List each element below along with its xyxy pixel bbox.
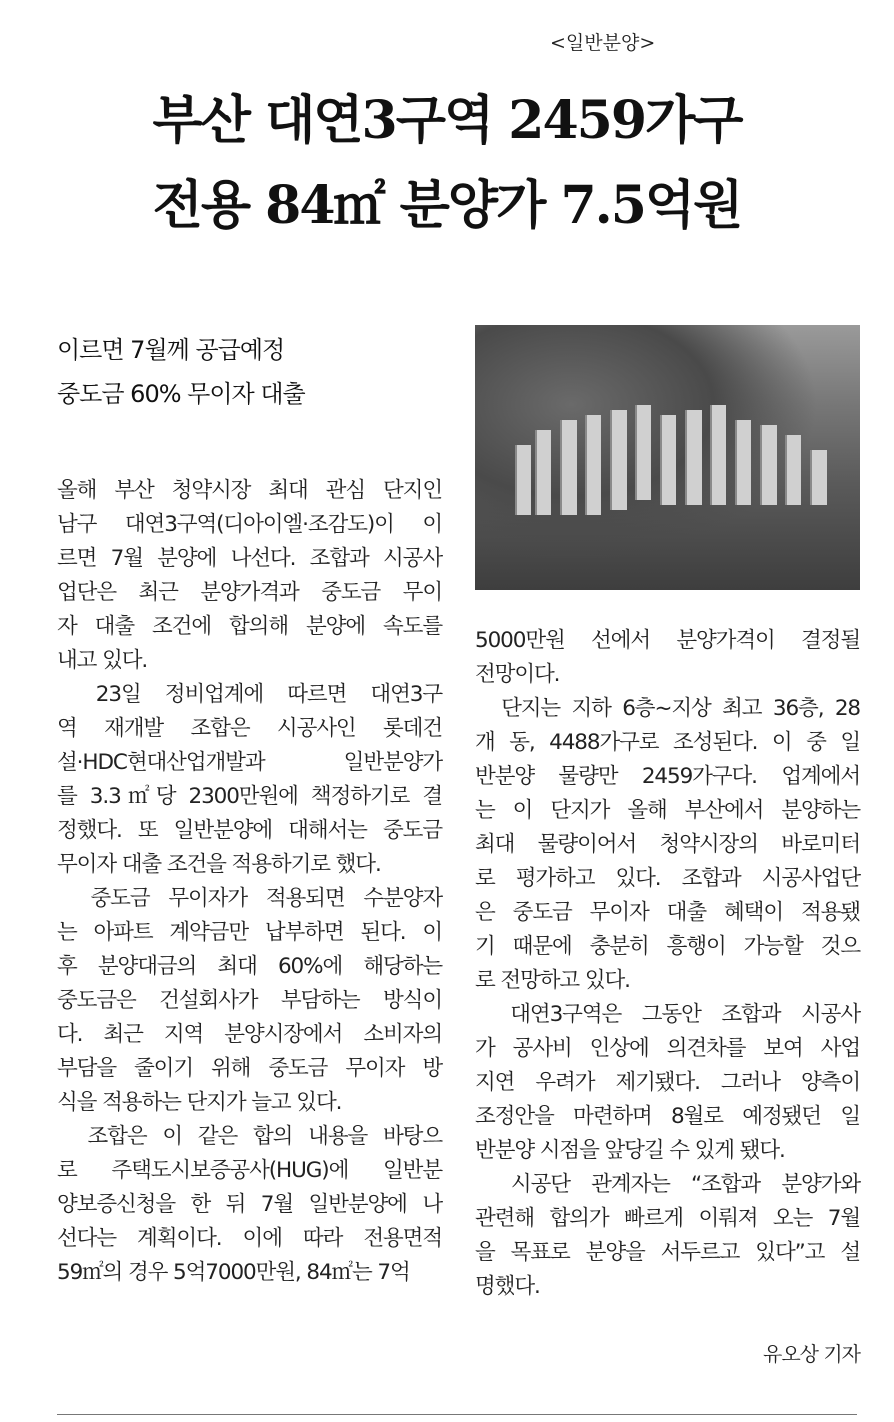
building-shape xyxy=(710,405,726,505)
body-line: 반분양 시점을 앞당길 수 있게 됐다. xyxy=(475,1138,785,1163)
body-line: 을 목표로 분양을 서두르고 있다”고 설 xyxy=(475,1240,860,1265)
headline-line-2: 전용 84㎡ 분양가 7.5억원 xyxy=(152,175,742,236)
body-line: 조정안을 마련하며 8월로 예정됐던 일 xyxy=(475,1104,860,1129)
body-column-right xyxy=(475,624,860,1304)
body-line: 59㎡의 경우 5억7000만원, 84㎡는 7억 xyxy=(57,1260,410,1285)
body-line: 시공단 관계자는 “조합과 분양가와 xyxy=(475,1172,860,1197)
body-line: 를 3.3㎡당 2300만원에 책정하기로 결 xyxy=(57,784,442,809)
body-line: 중도금은 건설회사가 부담하는 방식이 xyxy=(57,988,442,1013)
body-line: 지연 우려가 제기됐다. 그러나 양측이 xyxy=(475,1070,860,1095)
body-line: 개 동, 4488가구로 조성된다. 이 중 일 xyxy=(475,730,860,755)
building-shape xyxy=(785,435,801,505)
byline: 유오상 기자 xyxy=(763,1342,860,1366)
body-line: 23일 정비업계에 따르면 대연3구 xyxy=(57,682,442,707)
body-line: 는 이 단지가 올해 부산에서 분양하는 xyxy=(475,798,860,823)
body-line: 내고 있다. xyxy=(57,648,148,673)
headline-kicker: <일반분양> xyxy=(550,32,656,54)
body-line: 기 때문에 충분히 흥행이 가능할 것으 xyxy=(475,934,860,959)
body-line: 은 중도금 무이자 대출 혜택이 적용됐 xyxy=(475,900,860,925)
body-line: 전망이다. xyxy=(475,662,560,687)
body-line: 자 대출 조건에 합의해 분양에 속도를 xyxy=(57,614,442,639)
building-shape xyxy=(585,415,601,515)
building-shape xyxy=(735,420,751,505)
body-line: 업단은 최근 분양가격과 중도금 무이 xyxy=(57,580,442,605)
body-line: 역 재개발 조합은 시공사인 롯데건 xyxy=(57,716,442,741)
building-shape xyxy=(685,410,702,505)
body-line: 반분양 물량만 2459가구다. 업계에서 xyxy=(475,764,860,789)
body-line: 가 공사비 인상에 의견차를 보여 사업 xyxy=(475,1036,860,1061)
building-shape xyxy=(810,450,827,505)
building-shape xyxy=(610,410,627,510)
body-line: 르면 7월 분양에 나선다. 조합과 시공사 xyxy=(57,546,442,571)
body-line: 로 전망하고 있다. xyxy=(475,968,630,993)
body-line: 조합은 이 같은 합의 내용을 바탕으 xyxy=(57,1124,442,1149)
body-line: 부담을 줄이기 위해 중도금 무이자 방 xyxy=(57,1056,442,1081)
body-line: 로 주택도시보증공사(HUG)에 일반분 xyxy=(57,1158,442,1183)
building-shape xyxy=(760,425,777,505)
article-photo xyxy=(475,325,860,590)
building-shape xyxy=(515,445,531,515)
building-shape xyxy=(635,405,651,500)
body-line: 남구 대연3구역(디아이엘·조감도)이 이 xyxy=(57,512,442,537)
body-line: 는 아파트 계약금만 납부하면 된다. 이 xyxy=(57,920,442,945)
body-line: 관련해 합의가 빠르게 이뤄져 오는 7월 xyxy=(475,1206,860,1231)
subhead-2: 중도금 60% 무이자 대출 xyxy=(57,380,305,408)
headline-line-1: 부산 대연3구역 2459가구 xyxy=(152,90,742,151)
body-line: 다. 최근 지역 분양시장에서 소비자의 xyxy=(57,1022,442,1047)
building-shape xyxy=(535,430,551,515)
subhead-1: 이르면 7월께 공급예정 xyxy=(57,336,285,364)
body-line: 무이자 대출 조건을 적용하기로 했다. xyxy=(57,852,381,877)
body-line: 설·HDC현대산업개발과 일반분양가 xyxy=(57,750,442,775)
building-shape xyxy=(560,420,577,515)
body-column-left xyxy=(57,474,442,1290)
body-line: 로 평가하고 있다. 조합과 시공사업단 xyxy=(475,866,860,891)
body-line: 후 분양대금의 최대 60%에 해당하는 xyxy=(57,954,442,979)
body-line: 올해 부산 청약시장 최대 관심 단지인 xyxy=(57,478,442,503)
body-line: 중도금 무이자가 적용되면 수분양자 xyxy=(57,886,442,911)
body-line: 명했다. xyxy=(475,1274,540,1299)
body-line: 선다는 계획이다. 이에 따라 전용면적 xyxy=(57,1226,442,1251)
body-line: 식을 적용하는 단지가 늘고 있다. xyxy=(57,1090,342,1115)
bottom-rule xyxy=(57,1414,857,1415)
body-line: 양보증신청을 한 뒤 7월 일반분양에 나 xyxy=(57,1192,442,1217)
body-line: 단지는 지하 6층~지상 최고 36층, 28 xyxy=(475,696,860,721)
building-shape xyxy=(660,415,676,505)
body-line: 최대 물량이어서 청약시장의 바로미터 xyxy=(475,832,860,857)
body-line: 대연3구역은 그동안 조합과 시공사 xyxy=(475,1002,860,1027)
body-line: 정했다. 또 일반분양에 대해서는 중도금 xyxy=(57,818,442,843)
body-line: 5000만원 선에서 분양가격이 결정될 xyxy=(475,628,860,653)
